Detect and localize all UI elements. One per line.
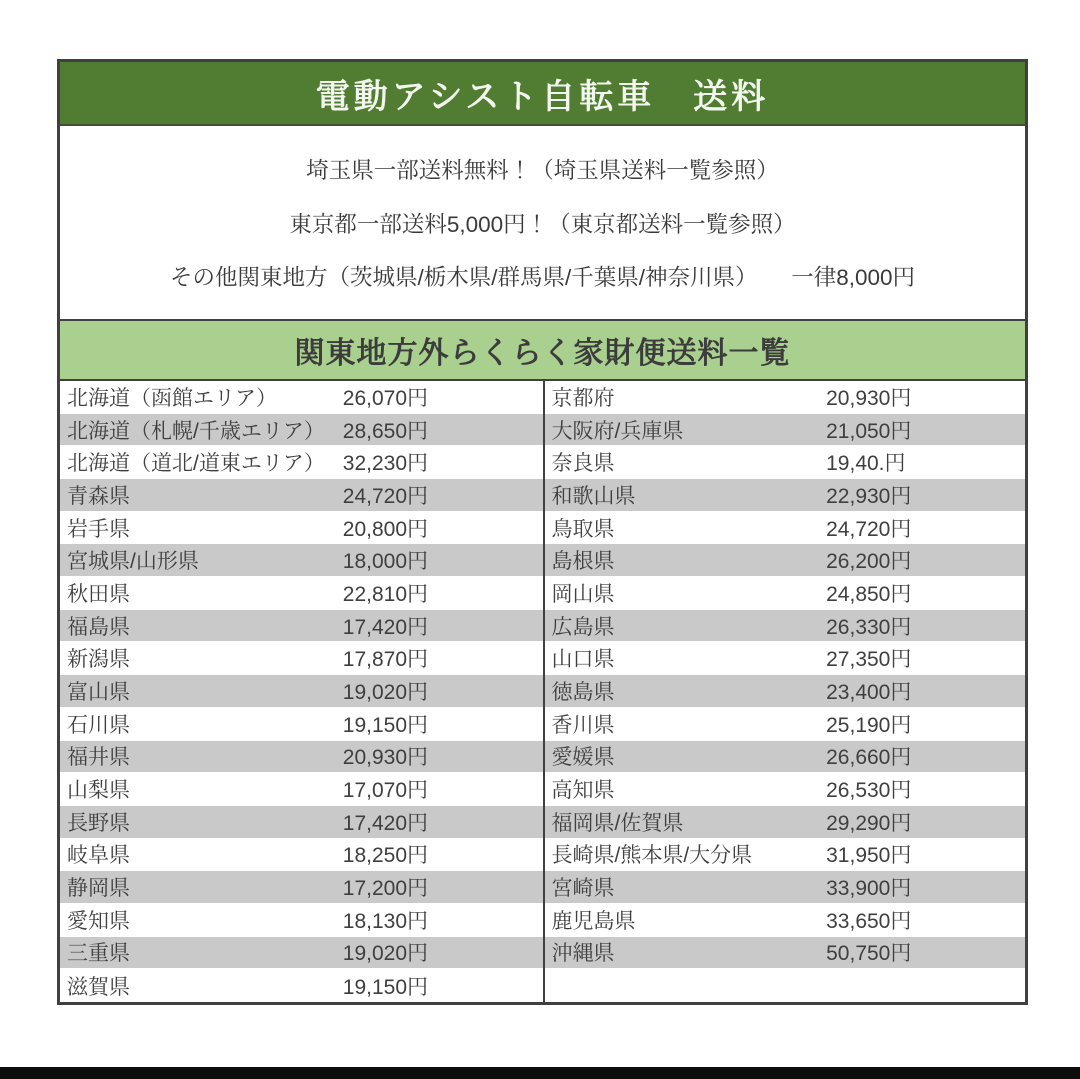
region-cell: 宮崎県 (551, 877, 615, 901)
region-cell: 新潟県 (67, 648, 130, 672)
fee-cell: 17,420円 (342, 615, 429, 639)
table-row (545, 512, 1026, 545)
fee-cell: 26,200円 (826, 550, 912, 574)
fee-column-left (60, 381, 543, 1002)
fee-cell: 19,020円 (342, 942, 429, 966)
region-cell: 福岡県/佐賀県 (551, 811, 684, 835)
table-row (545, 937, 1026, 970)
region-cell: 三重県 (67, 942, 130, 966)
table-row (60, 381, 543, 414)
table-row (60, 773, 543, 806)
table-row (545, 446, 1026, 479)
table-row (60, 544, 543, 577)
fee-cell: 26,660円 (826, 746, 912, 770)
table-row (60, 741, 543, 774)
fee-cell: 19,150円 (342, 975, 429, 999)
table-row (545, 414, 1026, 447)
fee-cell: 18,000円 (342, 550, 429, 574)
table-row (60, 479, 543, 512)
note-tokyo: 東京都一部送料5,000円！（東京都送料一覧参照） (289, 211, 796, 237)
shipping-notes (60, 126, 1025, 319)
table-row (545, 577, 1026, 610)
region-cell: 富山県 (67, 680, 130, 704)
table-row (60, 414, 543, 447)
fee-cell: 22,930円 (826, 484, 912, 508)
fee-cell: 50,750円 (826, 942, 912, 966)
fee-cell: 32,230円 (342, 452, 429, 476)
fee-cell: 33,650円 (826, 909, 912, 933)
region-cell: 北海道（道北/道東エリア） (67, 452, 325, 476)
region-cell: 北海道（札幌/千歳エリア） (67, 419, 325, 443)
table-header (60, 319, 1025, 381)
table-row (60, 642, 543, 675)
bottom-black-bar (0, 1067, 1080, 1079)
table-row (60, 839, 543, 872)
fee-cell: 29,290円 (826, 811, 912, 835)
fee-cell: 19,40.円 (826, 452, 906, 476)
main-header (60, 62, 1025, 126)
table-row (545, 773, 1026, 806)
table-row (545, 479, 1026, 512)
table-row (545, 741, 1026, 774)
shipping-fee-table (60, 381, 1025, 1002)
table-row (545, 642, 1026, 675)
region-cell: 福島県 (67, 615, 130, 639)
region-cell: 山口県 (551, 648, 615, 672)
fee-cell: 26,330円 (826, 615, 912, 639)
region-cell: 岩手県 (67, 517, 130, 541)
region-cell: 山梨県 (67, 779, 130, 803)
table-row (545, 969, 1026, 1002)
table-row (545, 610, 1026, 643)
fee-cell: 21,050円 (826, 419, 912, 443)
fee-cell: 17,070円 (342, 779, 429, 803)
region-cell: 広島県 (551, 615, 615, 639)
fee-cell: 20,930円 (826, 386, 912, 410)
fee-cell: 24,720円 (342, 484, 429, 508)
table-row (545, 381, 1026, 414)
region-cell: 京都府 (551, 386, 615, 410)
region-cell: 和歌山県 (551, 484, 636, 508)
fee-cell: 18,130円 (342, 909, 429, 933)
table-row (545, 544, 1026, 577)
table-row (60, 577, 543, 610)
region-cell: 秋田県 (67, 582, 130, 606)
region-cell: 鹿児島県 (551, 909, 636, 933)
fee-cell: 19,020円 (342, 680, 429, 704)
table-row (60, 806, 543, 839)
region-cell: 長野県 (67, 811, 130, 835)
table-row (545, 675, 1026, 708)
fee-cell: 26,530円 (826, 779, 912, 803)
region-cell: 鳥取県 (551, 517, 615, 541)
fee-cell: 17,870円 (342, 648, 429, 672)
fee-cell: 23,400円 (826, 680, 912, 704)
table-row (60, 937, 543, 970)
note-saitama: 埼玉県一部送料無料！（埼玉県送料一覧参照） (306, 158, 779, 184)
table-row (60, 708, 543, 741)
region-cell: 愛知県 (67, 909, 130, 933)
region-cell: 高知県 (551, 779, 615, 803)
table-row (545, 708, 1026, 741)
region-cell: 福井県 (67, 746, 130, 770)
fee-cell: 26,070円 (342, 386, 429, 410)
table-row (60, 969, 543, 1002)
region-cell: 宮城県/山形県 (67, 550, 199, 574)
region-cell: 徳島県 (551, 680, 615, 704)
region-cell: 奈良県 (551, 452, 615, 476)
region-cell: 石川県 (67, 713, 130, 737)
table-row (545, 839, 1026, 872)
table-row (60, 871, 543, 904)
region-cell: 長崎県/熊本県/大分県 (551, 844, 753, 868)
fee-cell: 22,810円 (342, 582, 429, 606)
table-row (60, 512, 543, 545)
region-cell: 沖縄県 (551, 942, 615, 966)
fee-cell: 25,190円 (826, 713, 912, 737)
table-row (60, 610, 543, 643)
table-row (60, 446, 543, 479)
region-cell: 北海道（函館エリア） (67, 386, 277, 410)
table-row (60, 675, 543, 708)
table-title: 関東地方外らくらく家財便送料一覧 (294, 337, 791, 370)
fee-column-right (543, 381, 1026, 1002)
region-cell: 岡山県 (551, 582, 615, 606)
fee-cell: 20,800円 (342, 517, 429, 541)
table-row (60, 904, 543, 937)
region-cell: 大阪府/兵庫県 (551, 419, 684, 443)
region-cell: 青森県 (67, 484, 130, 508)
fee-cell: 24,720円 (826, 517, 912, 541)
fee-cell: 33,900円 (826, 877, 912, 901)
fee-cell: 20,930円 (342, 746, 429, 770)
note-other-kanto: その他関東地方（茨城県/栃木県/群馬県/千葉県/神奈川県） 一律8,000円 (169, 264, 916, 290)
table-row (545, 871, 1026, 904)
fee-cell: 18,250円 (342, 844, 429, 868)
page-title: 電動アシスト自転車 送料 (315, 77, 770, 116)
fee-cell: 24,850円 (826, 582, 912, 606)
fee-cell: 17,420円 (342, 811, 429, 835)
fee-cell: 31,950円 (826, 844, 912, 868)
region-cell: 滋賀県 (67, 975, 130, 999)
region-cell: 岐阜県 (67, 844, 130, 868)
region-cell: 香川県 (551, 713, 615, 737)
fee-cell: 19,150円 (342, 713, 429, 737)
content-box (57, 59, 1028, 1005)
fee-cell: 28,650円 (342, 419, 429, 443)
region-cell: 島根県 (551, 550, 615, 574)
table-row (545, 806, 1026, 839)
table-row (545, 904, 1026, 937)
region-cell: 静岡県 (67, 877, 130, 901)
fee-cell: 17,200円 (342, 877, 429, 901)
region-cell: 愛媛県 (551, 746, 615, 770)
fee-cell: 27,350円 (826, 648, 912, 672)
